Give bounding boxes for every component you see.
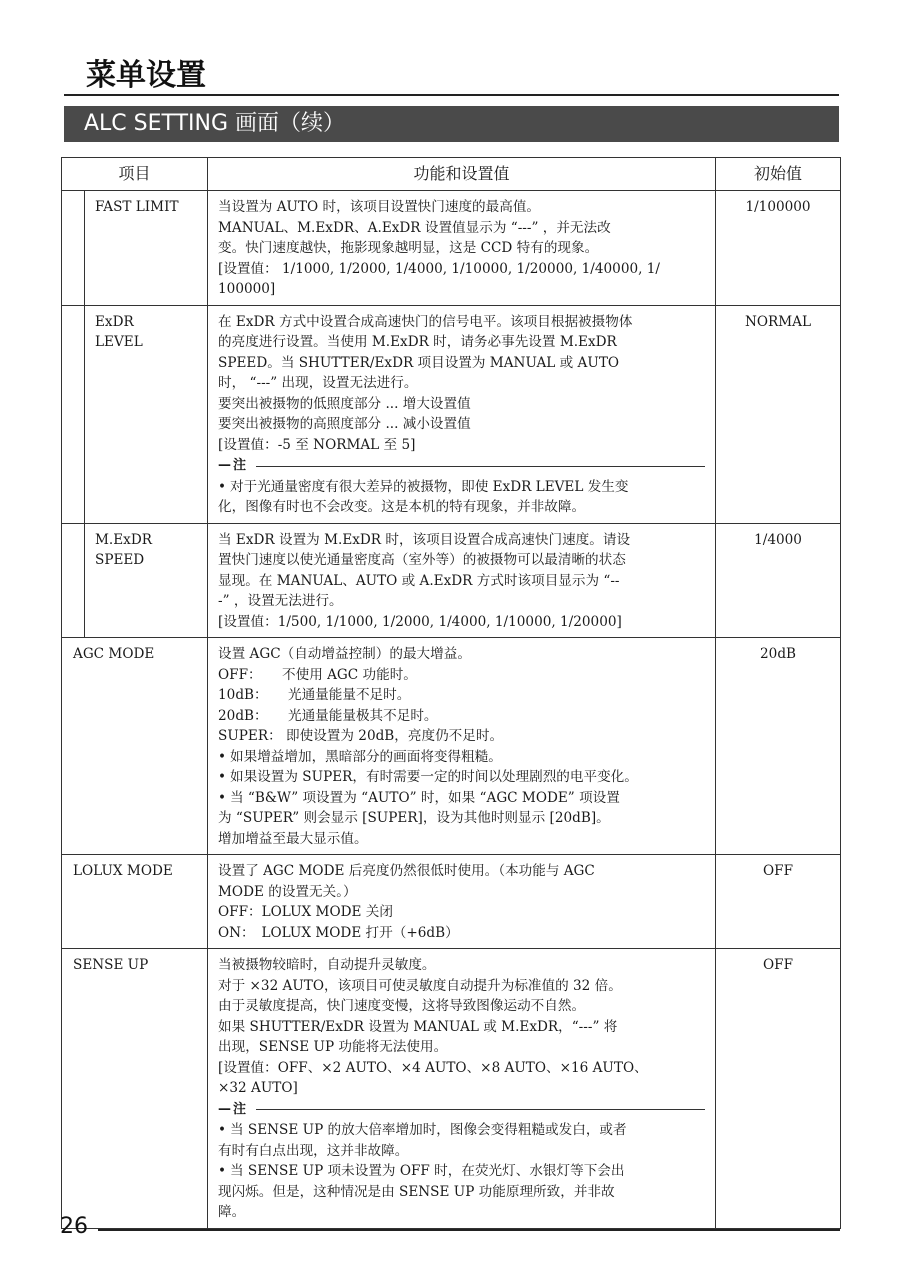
bullet-text: 如果增益增加，黑暗部分的画面将变得粗糙。 [230,748,502,765]
bullet-line [218,1141,705,1162]
settings-table [61,157,841,1229]
bullet-text: 对于光通量密度有很大差异的被摄物，即使 ExDR LEVEL 发生变 [230,478,629,495]
bullet-item [218,747,705,768]
function-text-line: 时， “---” 出现，设置无法进行。 [218,375,418,391]
function-cell [208,523,716,638]
table-row [62,305,841,523]
bullet-line [218,1202,705,1223]
table-body [62,191,841,1229]
note-dash: — [218,458,232,473]
bullet-dot: • [218,1163,227,1179]
function-text-line: ×32 AUTO] [218,1080,298,1096]
bullet-dot: • [218,478,227,495]
function-text-line: 由于灵敏度提高，快门速度变慢，这将导致图像运动不自然。 [218,998,586,1014]
note-rule [256,1109,705,1110]
table-row [62,638,841,855]
bullet-item [218,1120,705,1161]
initial-value-cell: OFF [716,949,841,1229]
function-text-line: 变。快门速度越快，拖影现象越明显，这是 CCD 特有的现象。 [218,240,599,256]
function-text-line: 在 ExDR 方式中设置合成高速快门的信号电平。该项目根据被摄物体 [218,313,633,330]
item-cell [85,191,208,306]
bullet-line [218,1120,705,1141]
function-cell [208,638,716,855]
bullet-text: 如果设置为 SUPER，有时需要一定的时间以处理剧烈的电平变化。 [230,769,638,785]
bullet-line [218,1182,705,1203]
item-name-line: ExDR [95,313,134,330]
function-text-line: -” ，设置无法进行。 [218,593,343,609]
initial-value-cell: OFF [716,855,841,949]
table-header-row [62,158,841,191]
item-name-line: LEVEL [95,334,143,350]
function-text-line: OFF：LOLUX MODE 关闭 [218,904,393,920]
function-text-line: 10dB： 光通量能量不足时。 [218,687,411,703]
function-text-line: 出现，SENSE UP 功能将无法使用。 [218,1039,448,1055]
section-header-bar: ALC SETTING 画面（续） [64,106,839,142]
function-text-line: ON： LOLUX MODE 打开（+6dB） [218,924,459,941]
item-name-line: M.ExDR [95,531,152,548]
item-name-line: FAST LIMIT [95,199,179,215]
bullet-text: 为 “SUPER” 则会显示 [SUPER]，设为其他时则显示 [20dB]。 [218,810,610,826]
function-text-line: 要突出被摄物的高照度部分 ... 减小设置值 [218,416,471,432]
initial-value-cell: NORMAL [716,305,841,523]
initial-value-cell: 1/100000 [716,191,841,306]
bullet-line [218,808,705,829]
function-cell [208,855,716,949]
function-text-line: 对于 ×32 AUTO，该项目可使灵敏度自动提升为标准值的 32 倍。 [218,977,622,994]
function-cell [208,949,716,1229]
function-text-line: 当设置为 AUTO 时，该项目设置快门速度的最高值。 [218,199,541,215]
bullet-text: 增加增益至最大显示值。 [218,830,368,847]
bullet-line [218,767,705,788]
header-function: 功能和设置值 [208,158,716,191]
table-row [62,191,841,306]
note-rule [256,466,705,467]
bullet-dot: • [218,769,227,785]
item-cell [85,305,208,523]
function-text-line: 显现。在 MANUAL、AUTO 或 A.ExDR 方式时该项目显示为 “-- [218,572,620,589]
indent-cell [62,523,85,638]
page-title: 菜单设置 [86,58,206,93]
function-text-line: MODE 的设置无关。） [218,883,357,900]
table-row [62,855,841,949]
function-text-line: 的亮度进行设置。当使用 M.ExDR 时，请务必事先设置 M.ExDR [218,334,617,350]
function-text-line: [设置值：-5 至 NORMAL 至 5] [218,436,416,453]
table-row [62,949,841,1229]
indent-cell [62,191,85,306]
function-text-line: SUPER： 即使设置为 20dB，亮度仍不足时。 [218,728,504,744]
item-cell [62,638,208,855]
bullet-line [218,1161,705,1182]
note-header [218,456,705,477]
item-name-line: SPEED [95,552,145,568]
note-label: 注 [233,458,247,473]
function-text-line: 20dB： 光通量能量极其不足时。 [218,707,438,724]
title-rule [64,94,839,96]
item-name-line: LOLUX MODE [73,863,173,879]
function-text-line: OFF： 不使用 AGC 功能时。 [218,666,417,683]
bullet-item [218,477,705,518]
bullet-line [218,788,705,809]
page-number: 26 [60,1214,88,1239]
bullet-dot: • [218,789,227,806]
bullet-text: 有时有白点出现，这并非故障。 [218,1142,409,1159]
bullet-dot: • [218,748,227,765]
header-item: 项目 [62,158,208,191]
bullet-line [218,497,705,518]
bullet-text: 当 SENSE UP 的放大倍率增加时，图像会变得粗糙或发白，或者 [230,1122,627,1138]
bullet-text: 现闪烁。但是，这种情况是由 SENSE UP 功能原理所致，并非故 [218,1183,615,1200]
function-text-line: SPEED。当 SHUTTER/ExDR 项目设置为 MANUAL 或 AUTO [218,354,620,371]
bullet-text: 化，图像有时也不会改变。这是本机的特有现象，并非故障。 [218,499,586,515]
bullet-text: 当 SENSE UP 项未设置为 OFF 时，在荧光灯、水银灯等下会出 [230,1163,625,1179]
note-header [218,1100,705,1121]
bullet-text: 当 “B&W” 项设置为 “AUTO” 时，如果 “AGC MODE” 项设置 [230,789,620,806]
item-cell [62,949,208,1229]
function-text-line: 置快门速度以使光通量密度高（室外等）的被摄物可以最清晰的状态 [218,552,626,568]
bullet-line [218,747,705,768]
bullet-line [218,477,705,498]
footer-rule [98,1229,840,1231]
note-label: 注 [233,1101,247,1117]
bullet-line [218,829,705,850]
function-cell [208,305,716,523]
bullet-text: 障。 [218,1204,246,1220]
item-name-line: AGC MODE [73,646,155,662]
initial-value-cell: 1/4000 [716,523,841,638]
function-text-line: 要突出被摄物的低照度部分 ... 增大设置值 [218,395,471,412]
initial-value-cell: 20dB [716,638,841,855]
function-text-line: MANUAL、M.ExDR、A.ExDR 设置值显示为 “---” ，并无法改 [218,219,611,236]
item-cell [62,855,208,949]
header-initial: 初始值 [716,158,841,191]
function-cell [208,191,716,306]
item-cell [85,523,208,638]
function-text-line: 设置 AGC（自动增益控制）的最大增益。 [218,646,471,662]
function-text-line: 当 ExDR 设置为 M.ExDR 时，该项目设置合成高速快门速度。请设 [218,531,631,548]
indent-cell [62,305,85,523]
function-text-line: 设置了 AGC MODE 后亮度仍然很低时使用。（本功能与 AGC [218,863,595,879]
bullet-dot: • [218,1122,227,1138]
function-text-line: [设置值： 1/1000, 1/2000, 1/4000, 1/10000, 1/20000, 1/40000, 1/ [218,260,660,277]
function-text-line: 如果 SHUTTER/ExDR 设置为 MANUAL 或 M.ExDR，“---” 将 [218,1018,618,1035]
table-row [62,523,841,638]
function-text-line: 100000] [218,281,276,297]
function-text-line: 当被摄物较暗时，自动提升灵敏度。 [218,957,436,973]
bullet-item [218,1161,705,1223]
item-name-line: SENSE UP [73,957,149,973]
bullet-item [218,788,705,850]
note-dash: — [218,1101,232,1117]
function-text-line: [设置值：1/500, 1/1000, 1/2000, 1/4000, 1/10000, 1/20000] [218,613,622,630]
function-text-line: [设置值：OFF、×2 AUTO、×4 AUTO、×8 AUTO、×16 AUTO、 [218,1059,648,1076]
bullet-item [218,767,705,788]
